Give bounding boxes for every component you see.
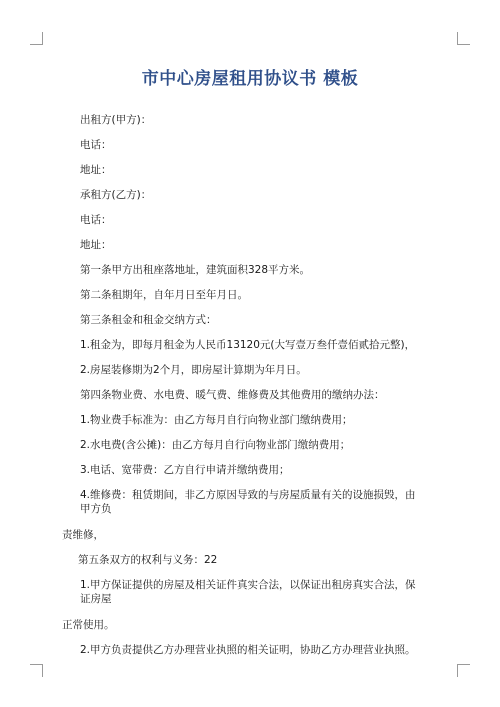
clause-4-item-1: 1.物业费手标准为：由乙方每月自行向物业部门缴纳费用； [80, 414, 353, 426]
lessee-address-label: 地址： [80, 239, 112, 251]
clause-5-item-1 [62, 578, 420, 632]
clause-5-item-2: 2.甲方负责提供乙方办理营业执照的相关证明，协助乙方办理营业执照。 [80, 644, 416, 656]
page-title: 市中心房屋租用协议书 模板 [141, 69, 359, 89]
lessor-phone-label: 电话： [80, 139, 112, 151]
clause-1: 第一条甲方出租座落地址，建筑面积328平方米。 [80, 264, 311, 276]
clause-5-item-1-line-1: 1.甲方保证提供的房屋及相关证件真实合法，以保证出租房真实合法，保证房屋 [80, 579, 416, 605]
clause-4-item-4 [62, 488, 420, 542]
lessor-label: 出租方(甲方)： [80, 114, 152, 126]
clause-2: 第二条租期年，自年月日至年月日。 [80, 289, 248, 301]
crop-mark-top-right [457, 32, 470, 45]
clause-4-item-2: 2.水电费(含公摊)：由乙方每月自行向物业部门缴纳费用； [80, 439, 351, 451]
clause-4-item-4-line-2: 责维修， [62, 529, 104, 541]
document-body [62, 113, 420, 668]
crop-mark-top-left [30, 32, 43, 45]
clause-3-item-2: 2.房屋装修期为2个月，即房屋计算期为年月日。 [80, 364, 307, 376]
lessor-address-label: 地址： [80, 164, 112, 176]
clause-4-item-4-line-1: 4.维修费：租赁期间，非乙方原因导致的与房屋质量有关的设施损毁，由甲方负 [80, 489, 416, 515]
clause-5: 第五条双方的权利与义务：22 [78, 554, 218, 566]
clause-3: 第三条租金和租金交纳方式： [80, 314, 217, 326]
clause-5-item-1-line-2: 正常使用。 [62, 619, 115, 631]
clause-4-item-3: 3.电话、宽带费：乙方自行申请并缴纳费用； [80, 464, 290, 476]
lessee-label: 承租方(乙方)： [80, 189, 152, 201]
crop-mark-bottom-left [30, 664, 43, 677]
clause-4: 第四条物业费、水电费、暖气费、维修费及其他费用的缴纳办法： [80, 389, 385, 401]
lessee-phone-label: 电话： [80, 214, 112, 226]
crop-mark-bottom-right [457, 664, 470, 677]
clause-3-item-1: 1.租金为，即每月租金为人民币13120元(大写壹万叁仟壹佰贰拾元整)， [80, 339, 416, 351]
